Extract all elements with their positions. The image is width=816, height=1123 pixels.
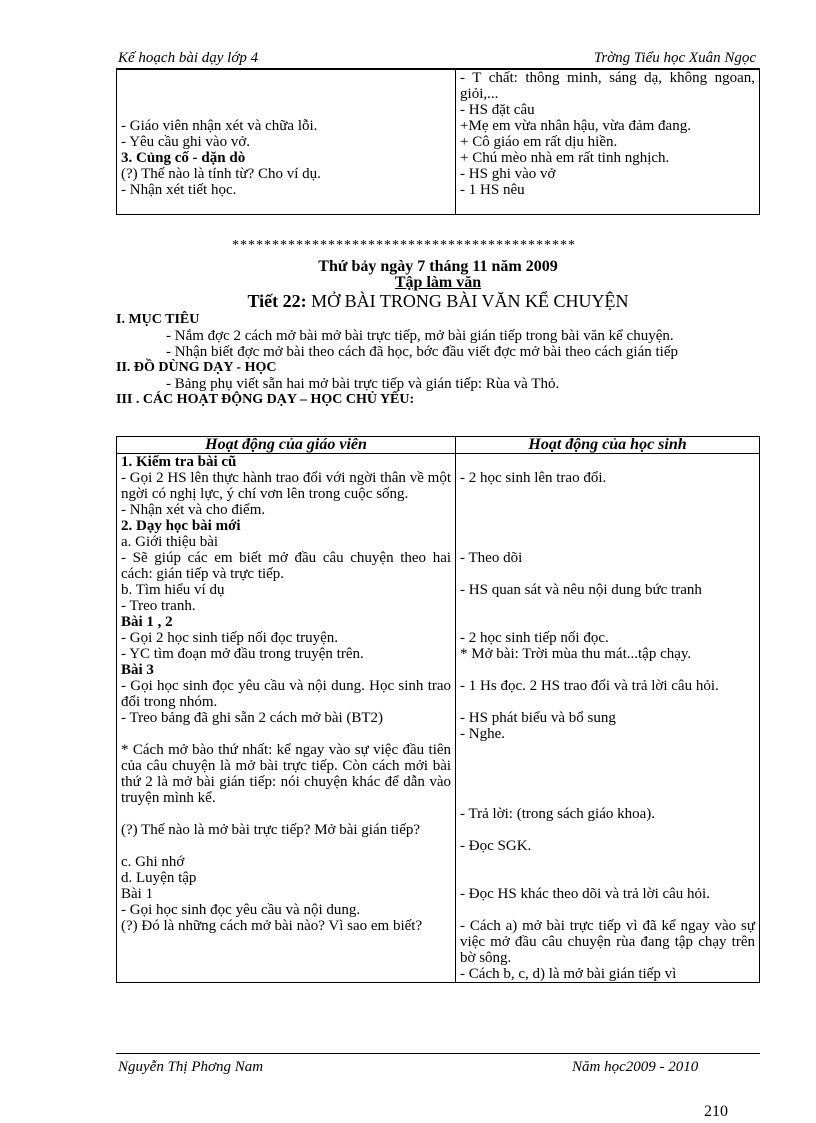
materials-p1: - Bảng phụ viết sẵn hai mở bài trực tiếp và gián tiếp: Rùa và Thỏ. [166,376,560,392]
top-right-line: + Cô giáo em rất dịu hiền. [460,134,618,150]
teacher-heading: Bài 3 [121,662,154,678]
teacher-column [117,454,456,983]
student-line: - 1 Hs đọc. 2 HS trao đổi và trả lời câu hỏi. [460,678,719,694]
teacher-line: - Nhận xét và cho điểm. [121,502,266,518]
page-number: 210 [704,1103,728,1120]
student-line: - Trả lời: (trong sách giáo khoa). [460,806,656,822]
activities-title: III . CÁC HOẠT ĐỘNG DẠY – HỌC CHỦ YẾU: [116,392,415,407]
top-left-heading: 3. Củng cố - dặn dò [121,150,246,166]
teacher-heading: 2. Dạy học bài mới [121,518,241,534]
teacher-line: (?) Thế nào là mở bài trực tiếp? Mở bài gián tiếp? [121,822,421,838]
student-line [460,518,755,534]
student-line: - 2 học sinh lên trao đổi. [460,470,607,486]
header-student: Hoạt động của học sinh [456,437,760,454]
teacher-line: - Gọi 2 HS lên thực hành trao đổi với ngời thân về một ngời có nghị lực, ý chí vơn lên trong cuộc sống. [121,470,452,502]
top-right-line: - HS đặt câu [460,102,535,118]
teacher-line: c. Ghi nhớ [121,854,185,870]
top-left-line: - Giáo viên nhận xét và chữa lỗi. [121,118,318,134]
separator-stars: ******************************************* [232,238,576,253]
footer-left: Nguyễn Thị Phơng Nam [118,1059,264,1075]
student-line: - Cách a) mở bài trực tiếp vì đã kể ngay vào sự việc mở đầu câu chuyện rùa đang tập chạy trên bờ sông. - Cách b, c, d) là mở bài gián tiếp vì [460,918,755,982]
student-line: - Theo dõi [460,550,523,566]
student-line [460,614,755,630]
student-line [460,598,755,614]
header-right: Trờng Tiểu học Xuân Ngọc [593,50,756,66]
top-right-line: - T chất: thông minh, sáng dạ, không ngoan, giỏi,... [460,70,755,102]
top-right-line: - HS ghi vào vở [460,166,556,182]
objectives-section [116,312,758,408]
top-right-line: - 1 HS nêu [460,182,525,198]
top-left-line: - Yêu cầu ghi vào vở. [121,134,251,150]
student-line: - HS phát biểu và bổ sung - Nghe. [460,710,616,742]
teacher-line: - Treo bảng đã ghi sẵn 2 cách mở bài (BT2) [121,710,384,726]
student-line: - Đọc HS khác theo dõi và trả lời câu hỏi. [460,886,710,902]
teacher-line: - Sẽ giúp các em biết mở đầu câu chuyện theo hai cách: gián tiếp và trực tiếp. [121,550,452,582]
teacher-line: - Gọi học sinh đọc yêu cầu và nội dung. [121,902,361,918]
footer-rule [116,1053,760,1054]
teacher-line: * Cách mở bào thứ nhất: kể ngay vào sự việc đầu tiên của câu chuyện là mở bài trực tiếp. Còn cách mởi bài thứ 2 là mở bài gián tiếp: nói chuyện khác để dẫn vào truyện mình kể. [121,742,452,806]
lesson-heading [116,291,760,312]
student-line: - Đọc SGK. [460,838,532,854]
objectives-p1: - Nắm đợc 2 cách mở bài mở bài trực tiếp, mở bài gián tiếp trong bài văn kể chuyện. [166,328,674,344]
teacher-line: Bài 1 [121,886,154,902]
teacher-line: - Treo tranh. [121,598,196,614]
top-table-right [456,70,760,215]
teacher-heading: 1. Kiểm tra bài cũ [121,454,237,470]
student-line [460,902,755,918]
materials-title: II. ĐỒ DÙNG DẠY - HỌC [116,360,277,375]
student-line [460,534,755,550]
student-line [460,662,755,678]
teacher-line: d. Luyện tập [121,870,197,886]
top-left-line: - Nhận xét tiết học. [121,182,237,198]
top-table-left [117,70,456,215]
top-right-line: +Mẹ em vừa nhân hậu, vừa đảm đang. [460,118,691,134]
objectives-p2: - Nhận biết đợc mở bài theo cách đã học, bớc đầu viết đợc mở bài theo cách gián tiếp [166,344,678,360]
header-left: Kế hoạch bài dạy lớp 4 [118,50,259,66]
student-column [456,454,760,983]
student-line [460,854,755,870]
top-table [116,69,760,215]
day-heading: Thứ bảy ngày 7 tháng 11 năm 2009 [318,258,558,275]
subject-heading: Tập làm văn [394,274,482,291]
footer-right: Năm học2009 - 2010 [572,1059,699,1075]
student-line [460,454,755,470]
teacher-line: (?) Đó là những cách mở bài nào? Vì sao em biết? [121,918,423,934]
main-table [116,436,760,983]
lesson-prefix: Tiết 22: [247,291,307,311]
student-line: - 2 học sinh tiếp nối đọc. [460,630,609,646]
student-line: * Mở bài: Trời mùa thu mát...tập chạy. [460,646,692,662]
student-line: - HS quan sát và nêu nội dung bức tranh [460,582,702,598]
header-teacher: Hoạt động của giáo viên [117,437,456,454]
objectives-title: I. MỤC TIÊU [116,312,200,327]
top-right-line: + Chú mèo nhà em rất tinh nghịch. [460,150,670,166]
teacher-heading: Bài 1 , 2 [121,614,173,630]
teacher-line: b. Tìm hiểu ví dụ [121,582,225,598]
student-line [460,502,755,518]
teacher-line: - Gọi 2 học sinh tiếp nối đọc truyện. [121,630,339,646]
top-left-line: (?) Thế nào là tính từ? Cho ví dụ. [121,166,321,182]
student-line [460,870,755,886]
lesson-title: MỞ BÀI TRONG BÀI VĂN KỂ CHUYỆN [311,291,629,311]
teacher-line: - Gọi học sinh đọc yêu cầu và nội dung. Học sinh trao đổi trong nhóm. [121,678,452,710]
teacher-line: a. Giới thiệu bài [121,534,219,550]
teacher-line: - YC tìm đoạn mở đầu trong truyện trên. [121,646,364,662]
